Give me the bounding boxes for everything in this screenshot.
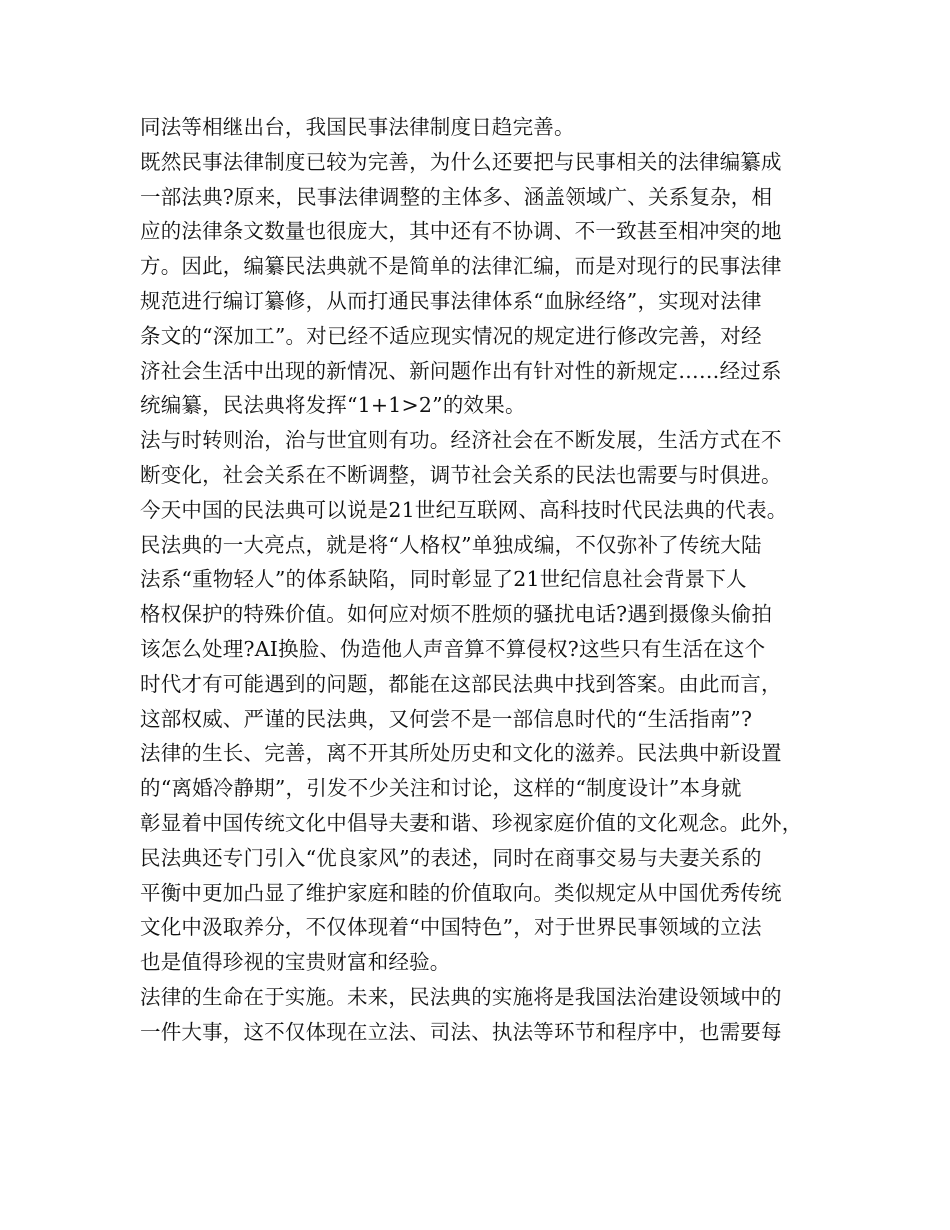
text-line: 彰显着中国传统文化中倡导夫妻和谐、珍视家庭价值的文化观念。此外， — [140, 810, 803, 835]
text-line: 该怎么处理?AI换脸、伪造他人声音算不算侵权?这些只有生活在这个 — [140, 636, 766, 661]
text-line: 也是值得珍视的宝贵财富和经验。 — [140, 950, 451, 975]
text-line: 法与时转则治，治与世宜则有功。经济社会在不断发展，生活方式在不 — [140, 428, 782, 453]
text-line: 一件大事，这不仅体现在立法、司法、执法等环节和程序中，也需要每 — [140, 1019, 782, 1044]
text-line: 应的法律条文数量也很庞大，其中还有不协调、不一致甚至相冲突的地 — [140, 219, 782, 244]
text-line: 的“离婚冷静期”，引发不少关注和讨论，这样的“制度设计”本身就 — [140, 776, 742, 801]
text-line: 法律的生长、完善，离不开其所处历史和文化的滋养。民法典中新设置 — [140, 741, 782, 766]
text-line: 民法典还专门引入“优良家风”的表述，同时在商事交易与夫妻关系的 — [140, 845, 762, 870]
text-line: 时代才有可能遇到的问题，都能在这部民法典中找到答案。由此而言， — [140, 671, 782, 696]
text-line: 统编纂，民法典将发挥“1+1>2”的效果。 — [140, 393, 526, 418]
text-line: 方。因此，编纂民法典就不是简单的法律汇编，而是对现行的民事法律 — [140, 254, 782, 279]
text-line: 条文的“深加工”。对已经不适应现实情况的规定进行修改完善，对经 — [140, 323, 762, 348]
document-body — [140, 110, 830, 1050]
text-line: 规范进行编订纂修，从而打通民事法律体系“血脉经络”，实现对法律 — [140, 288, 762, 313]
text-line: 济社会生活中出现的新情况、新问题作出有针对性的新规定……经过系 — [140, 358, 782, 383]
text-line: 同法等相继出台，我国民事法律制度日趋完善。 — [140, 115, 575, 139]
text-line: 既然民事法律制度已较为完善，为什么还要把与民事相关的法律编纂成 — [140, 149, 782, 174]
text-line: 格权保护的特殊价值。如何应对烦不胜烦的骚扰电话?遇到摄像头偷拍 — [140, 602, 773, 627]
text-line: 平衡中更加凸显了维护家庭和睦的价值取向。类似规定从中国优秀传统 — [140, 880, 782, 905]
text-line: 民法典的一大亮点，就是将“人格权”单独成编，不仅弥补了传统大陆 — [140, 532, 762, 557]
text-line: 法律的生命在于实施。未来，民法典的实施将是我国法治建设领域中的 — [140, 984, 782, 1009]
text-line: 断变化，社会关系在不断调整，调节社会关系的民法也需要与时俱进。 — [140, 462, 782, 487]
text-line: 文化中汲取养分，不仅体现着“中国特色”，对于世界民事领域的立法 — [140, 915, 762, 940]
text-line: 法系“重物轻人”的体系缺陷，同时彰显了21世纪信息社会背景下人 — [140, 567, 747, 592]
text-line: 这部权威、严谨的民法典，又何尝不是一部信息时代的“生活指南”? — [140, 706, 753, 731]
text-line: 今天中国的民法典可以说是21世纪互联网、高科技时代民法典的代表。 — [140, 497, 788, 522]
text-line: 一部法典?原来，民事法律调整的主体多、涵盖领域广、关系复杂，相 — [140, 184, 773, 209]
